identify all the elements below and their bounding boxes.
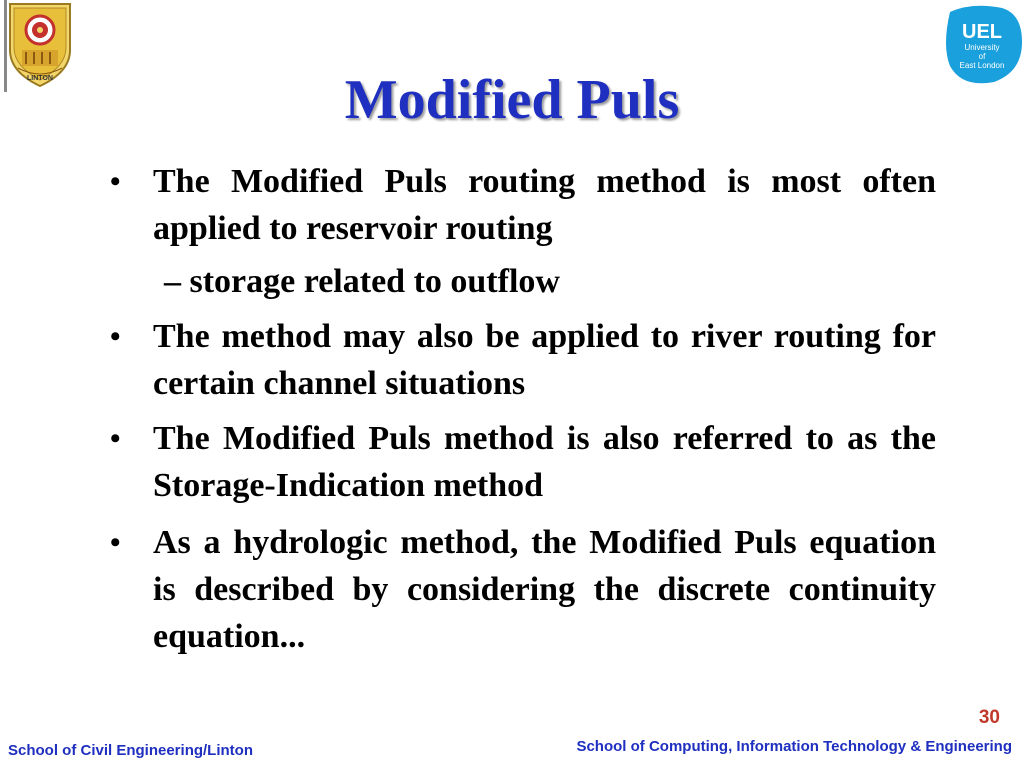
slide-title: Modified Puls — [344, 69, 680, 131]
sub-bullet-text: storage related to outflow — [189, 263, 560, 300]
sub-bullet-dash: – — [164, 263, 181, 300]
page-number: 30 — [978, 707, 1000, 728]
sub-bullet-item — [110, 258, 936, 305]
uel-logo-sub1: University — [964, 43, 1000, 52]
bullet-item — [110, 158, 936, 252]
bullet-item — [110, 415, 936, 509]
bullet-mark: • — [110, 526, 121, 559]
bullet-item — [110, 313, 936, 407]
uel-logo-main: UEL — [962, 21, 1002, 43]
uel-logo-sub3: East London — [959, 61, 1005, 70]
uel-logo-sub2: of — [978, 52, 986, 61]
bullet-item — [110, 519, 936, 660]
footer-left-text: School of Civil Engineering/Linton — [8, 742, 253, 759]
bullet-text: The method may also be applied to river routing for certain channel situations — [153, 318, 936, 402]
bullet-list — [110, 158, 936, 660]
bullet-text: As a hydrologic method, the Modified Puls equation is described by considering the discrete continuity equation... — [153, 524, 936, 655]
bullet-text: The Modified Puls method is also referred to as the Storage-Indication method — [153, 420, 936, 504]
bullet-mark: • — [110, 422, 121, 455]
bullet-mark: • — [110, 165, 121, 198]
bullet-mark: • — [110, 320, 121, 353]
linton-crest-label: LINTON — [27, 75, 53, 82]
footer-right-text: School of Computing, Information Technology & Engineering — [576, 738, 1012, 755]
bullet-text: The Modified Puls routing method is most often applied to reservoir routing — [153, 163, 936, 247]
